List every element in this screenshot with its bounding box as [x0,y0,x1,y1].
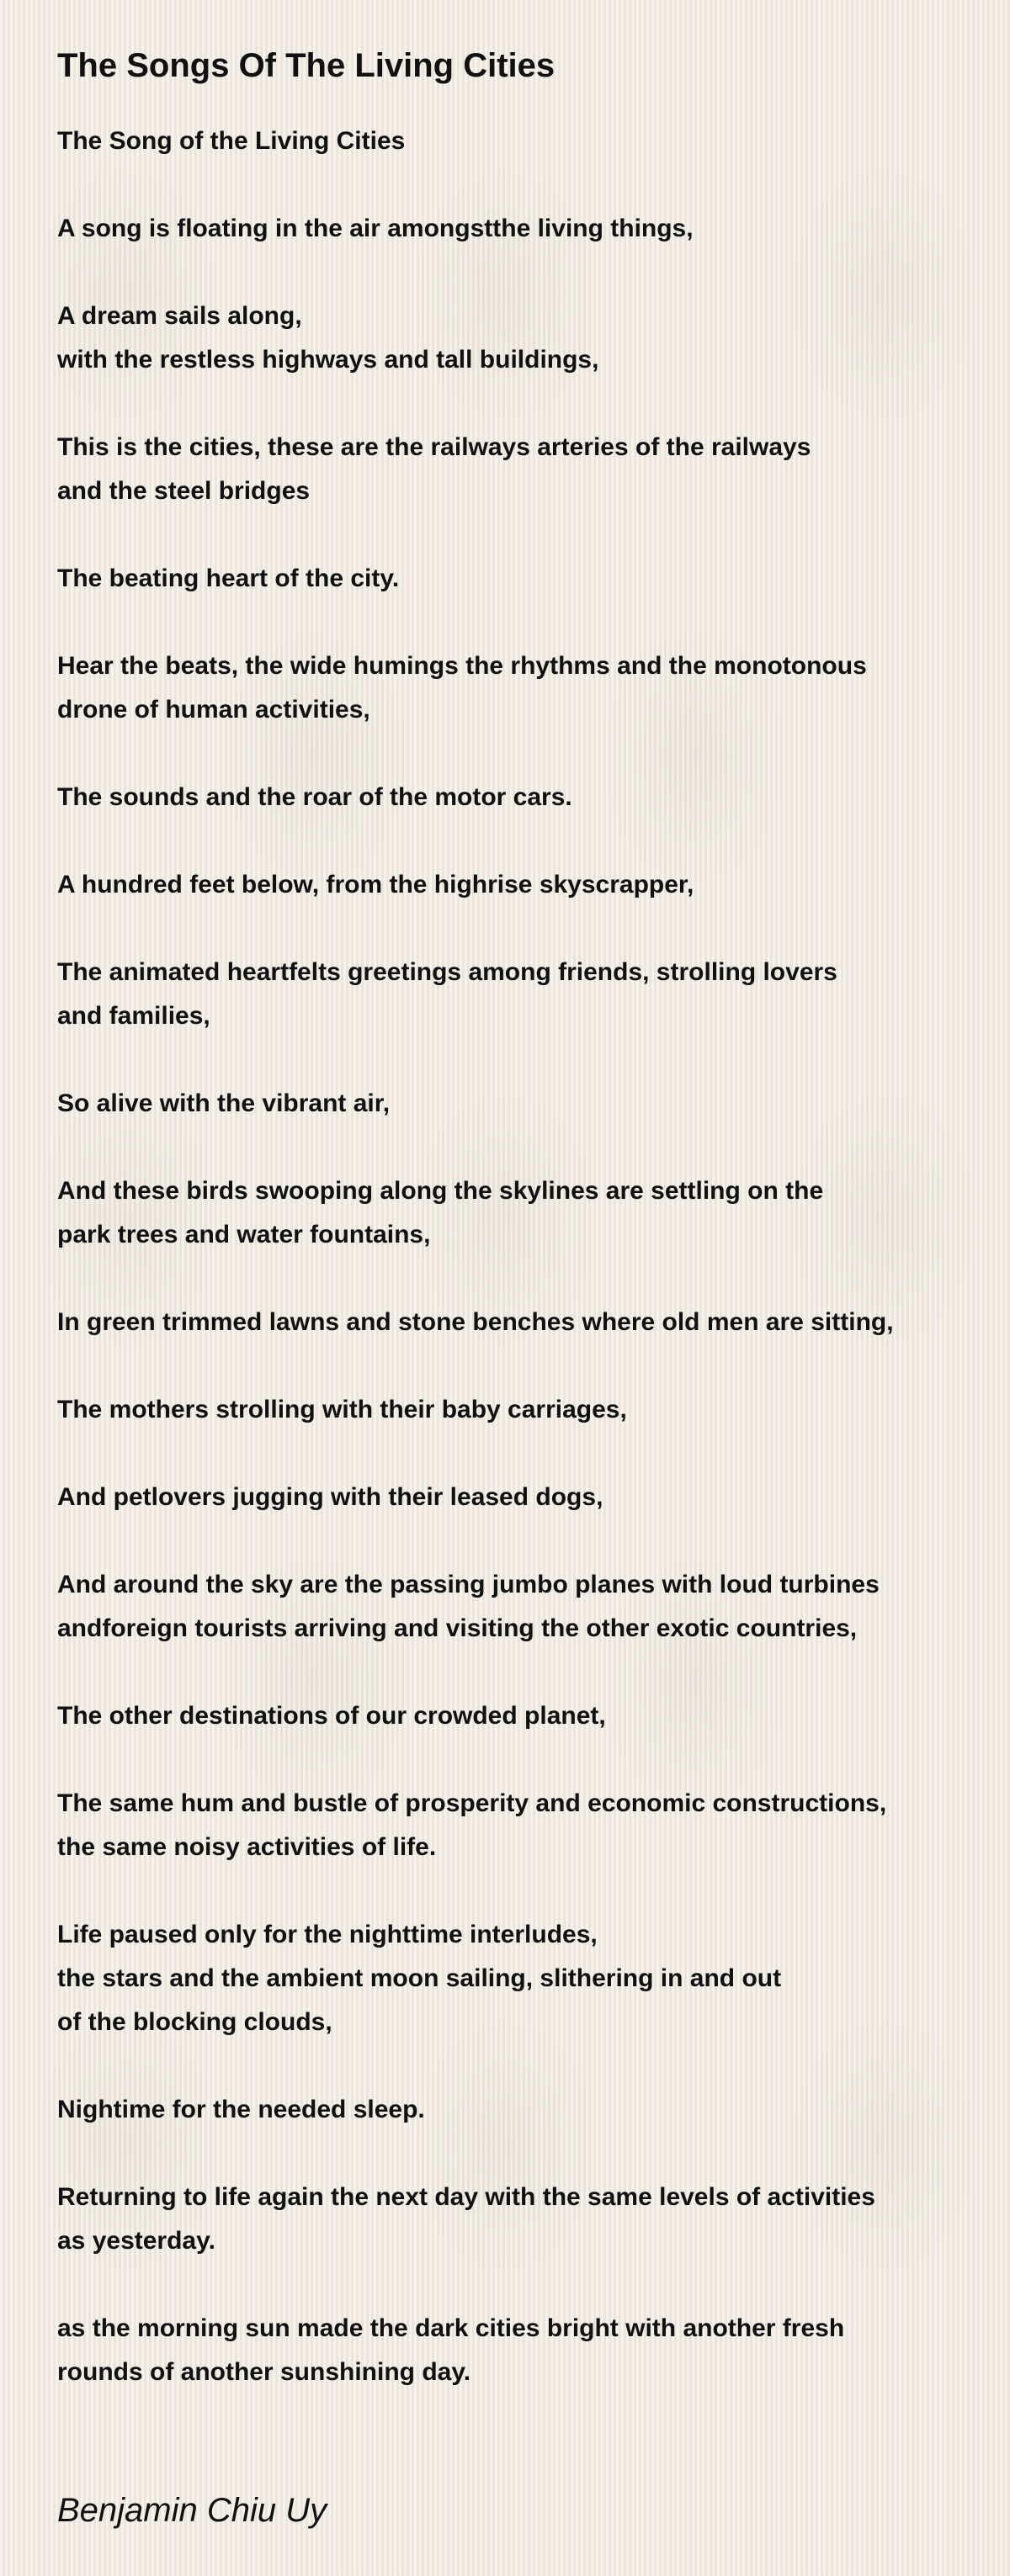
poem-stanza [57,644,983,732]
poem-line: andforeign tourists arriving and visiting the other exotic countries, [57,1614,858,1642]
poem-body [57,119,983,2394]
poem-line: rounds of another sunshining day. [57,2358,471,2386]
poem-line: The mothers strolling with their baby carriages, [57,1396,627,1423]
poem-line: This is the cities, these are the railways arteries of the railways [57,433,811,461]
poem-stanza [57,1563,983,1651]
poem-line: A song is floating in the air amongstthe living things, [57,215,694,242]
poem-stanza [57,207,983,251]
poem-line: park trees and water fountains, [57,1221,431,1248]
poem-line: Nightime for the needed sleep. [57,2096,425,2123]
poem-line: of the blocking clouds, [57,2008,332,2036]
poem-line: as yesterday. [57,2227,215,2255]
poem-line: as the morning sun made the dark cities bright with another fresh [57,2314,845,2342]
poem-title: The Songs Of The Living Cities [57,47,556,84]
poem-line: The beating heart of the city. [57,564,400,592]
poem-line: A dream sails along, [57,302,302,330]
poem-stanza [57,1388,983,1432]
poem-stanza [57,294,983,382]
poem-line: drone of human activities, [57,696,370,724]
poem-stanza [57,2176,983,2263]
poem-line: with the restless highways and tall buildings, [57,346,599,374]
poem-line: And petlovers jugging with their leased dogs, [57,1483,603,1511]
poem-stanza [57,2088,983,2132]
poem-line: The animated heartfelts greetings among friends, strolling lovers [57,958,837,986]
poem-line: The Song of the Living Cities [57,127,406,155]
poem-line: the stars and the ambient moon sailing, slithering in and out [57,1964,782,1992]
poem-stanza [57,426,983,513]
poem-line: In green trimmed lawns and stone benches where old men are sitting, [57,1308,894,1336]
poem-stanza [57,2307,983,2394]
poem-stanza [57,776,983,819]
poem-stanza [57,1694,983,1738]
poem-line: Life paused only for the nighttime interludes, [57,1921,598,1948]
poem-line: the same noisy activities of life. [57,1833,437,1861]
poem-stanza [57,1082,983,1126]
poem-line: Returning to life again the next day with the same levels of activities [57,2183,875,2211]
poem-stanza [57,1782,983,1869]
poem-stanza [57,119,983,163]
poem-stanza [57,951,983,1038]
poem-stanza [57,863,983,907]
poem-line: And around the sky are the passing jumbo planes with loud turbines [57,1571,880,1598]
poem-page [57,44,983,2438]
poem-line: A hundred feet below, from the highrise skyscrapper, [57,871,694,898]
poem-stanza [57,1301,983,1344]
poem-line: And these birds swooping along the skylines are settling on the [57,1177,824,1205]
poem-line: The other destinations of our crowded planet, [57,1702,606,1730]
poem-stanza [57,1476,983,1519]
poem-line: The sounds and the roar of the motor cars. [57,783,572,811]
poem-line: and families, [57,1002,210,1030]
poem-stanza [57,557,983,601]
poem-stanza [57,1169,983,1257]
poem-stanza [57,1913,983,2044]
poem-author: Benjamin Chiu Uy [57,2492,327,2529]
poem-line: Hear the beats, the wide humings the rhythms and the monotonous [57,652,867,680]
poem-line: The same hum and bustle of prosperity and economic constructions, [57,1789,887,1817]
poem-line: and the steel bridges [57,477,311,505]
poem-line: So alive with the vibrant air, [57,1089,391,1117]
